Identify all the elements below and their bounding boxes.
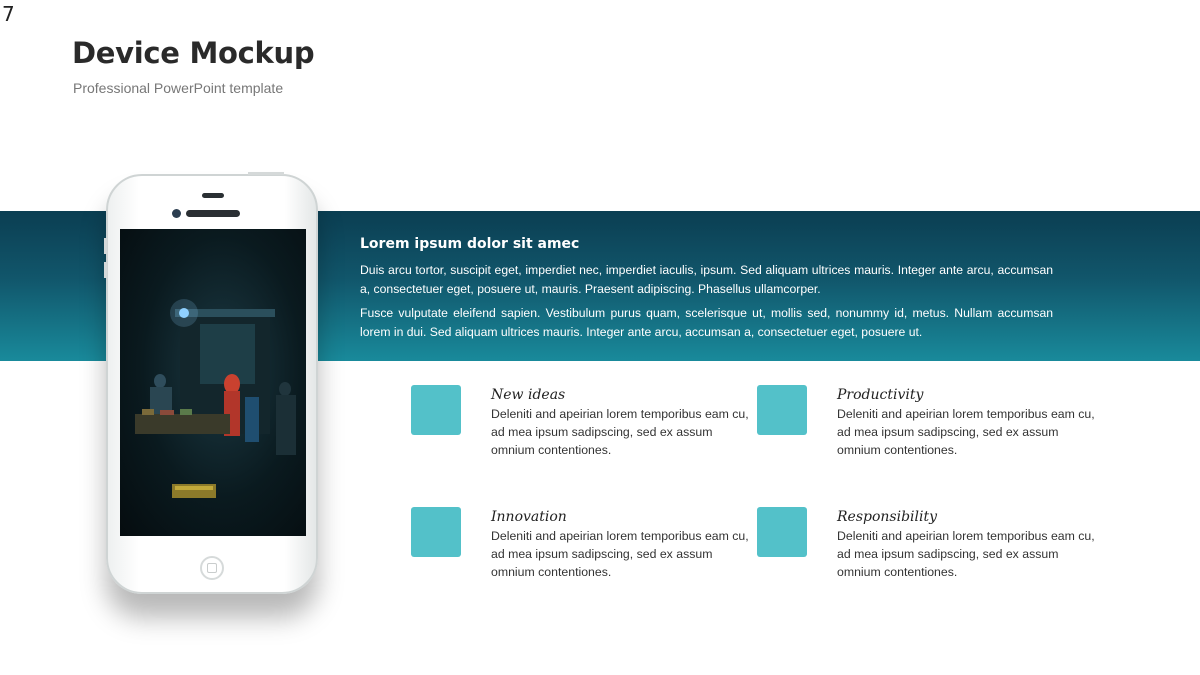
page-title: Device Mockup [72,36,315,70]
phone-earpiece [186,210,240,217]
phone-volume-down [104,262,107,278]
feature-title: New ideas [491,387,566,403]
feature-description: Deleniti and apeirian lorem temporibus eam cu, ad mea ipsum sadipscing, sed ex assum omnium contentiones. [837,407,1095,458]
feature-icon-box [757,507,807,557]
feature-title: Responsibility [837,509,938,525]
feature-icon-box [411,507,461,557]
band-paragraph: Fusce vulputate eleifend sapien. Vestibulum purus quam, scelerisque ut, mollis sed, nonummy id, metus. Nullam accumsan lorem in dui. Sed aliquam ultrices mauris. Integer ante arcu, accumsan a, consectetuer eget, posuere ut. [360,306,1053,339]
band-text-block [360,236,1053,347]
feature-icon-box [411,385,461,435]
phone-mockup [106,174,318,594]
page-subtitle: Professional PowerPoint template [73,80,284,96]
band-paragraph: Duis arcu tortor, suscipit eget, imperdiet nec, imperdiet iaculis, ipsum. Sed aliquam ultrices mauris. Integer ante arcu, accumsan a, consectetuer eget, posuere ut, mauris. Praesent adipiscing. Phasellus ullamcorper. [360,263,1053,296]
feature-description: Deleniti and apeirian lorem temporibus eam cu, ad mea ipsum sadipscing, sed ex assum omnium contentiones. [837,529,1095,580]
feature-title: Productivity [837,387,924,403]
phone-speaker [202,193,224,198]
phone-power-button [248,172,284,175]
phone-volume-up [104,238,107,254]
feature-title: Innovation [491,509,567,525]
night-market-photo [120,229,306,536]
phone-screen-image [120,229,306,536]
feature-description: Deleniti and apeirian lorem temporibus eam cu, ad mea ipsum sadipscing, sed ex assum omnium contentiones. [491,529,749,580]
feature-icon-box [757,385,807,435]
phone-camera [172,209,181,218]
home-button-square [207,563,217,573]
feature-description: Deleniti and apeirian lorem temporibus eam cu, ad mea ipsum sadipscing, sed ex assum omnium contentiones. [491,407,749,458]
band-heading: Lorem ipsum dolor sit amec [360,236,580,252]
slide-number: 7 [2,2,15,26]
